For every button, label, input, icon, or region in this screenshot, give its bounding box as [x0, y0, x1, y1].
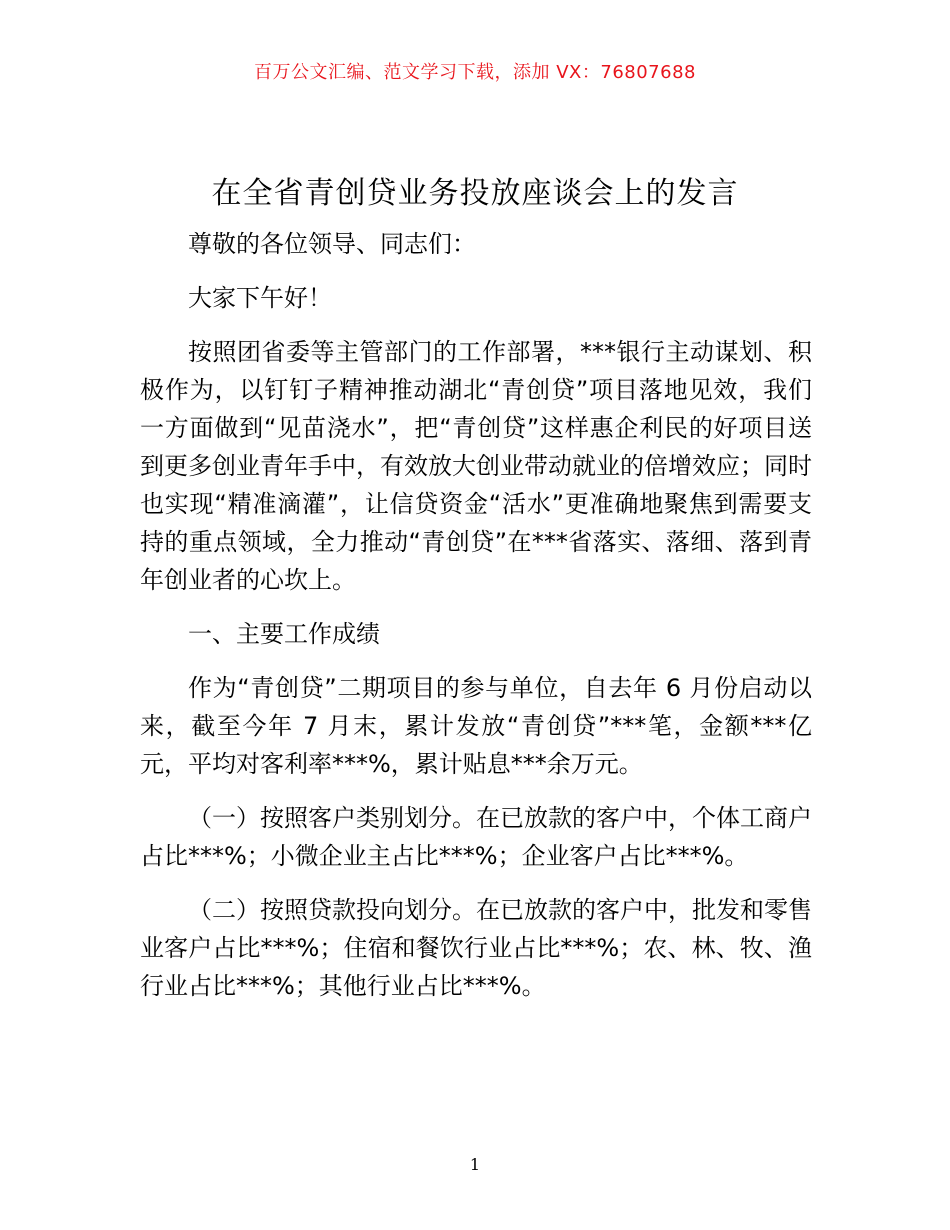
- customer-type-paragraph: （一）按照客户类别划分。在已放款的客户中，个体工商户占比***%；小微企业主占比***%；企业客户占比***%。: [140, 804, 812, 870]
- section-heading: 一、主要工作成绩: [188, 620, 380, 648]
- document-body: [140, 225, 812, 1021]
- salutation: 尊敬的各位领导、同志们：: [188, 230, 476, 258]
- intro-paragraph: 按照团省委等主管部门的工作部署，***银行主动谋划、积极作为，以钉钉子精神推动湖北“青创贷”项目落地见效，我们一方面做到“见苗浇水”，把“青创贷”这样惠企利民的好项目送到更多创业青年手中，有效放大创业带动就业的倍增效应；同时也实现“精准滴灌”，让信贷资金“活水”更准确地聚焦到需要支持的重点领域，全力推动“青创贷”在***省落实、落细、落到青年创业者的心坎上。: [140, 338, 812, 594]
- greeting: 大家下午好！: [188, 284, 332, 312]
- header-banner: 百万公文汇编、范文学习下载，添加 VX：76807688: [254, 62, 696, 83]
- document-title: 在全省青创贷业务投放座谈会上的发言: [211, 176, 739, 211]
- page-number: 1: [469, 1155, 481, 1174]
- achievement-paragraph: 作为“青创贷”二期项目的参与单位，自去年 6 月份启动以来，截至今年 7 月末，累计发放“青创贷”***笔，金额***亿元，平均对客利率***%，累计贴息***余万元。: [140, 674, 812, 778]
- loan-direction-paragraph: （二）按照贷款投向划分。在已放款的客户中，批发和零售业客户占比***%；住宿和餐饮行业占比***%；农、林、牧、渔行业占比***%；其他行业占比***%。: [140, 896, 812, 1000]
